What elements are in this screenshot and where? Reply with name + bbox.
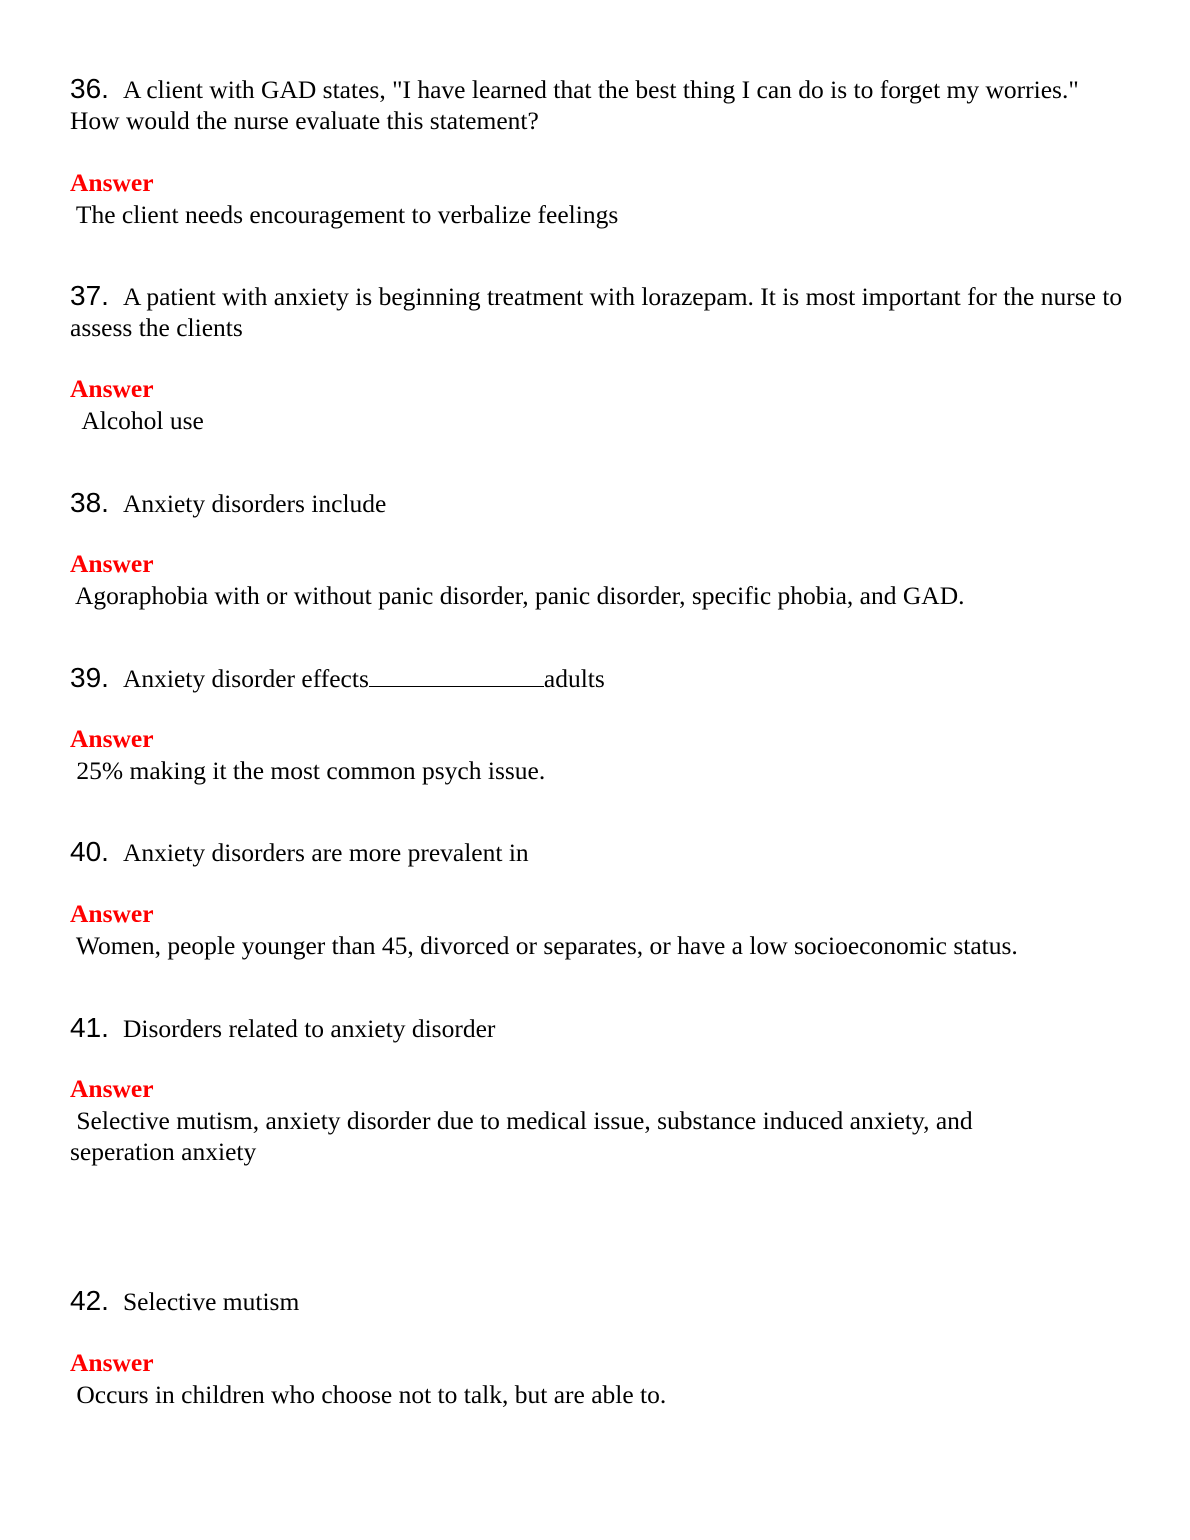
answer-text: Women, people younger than 45, divorced or separates, or have a low socioeconomic status. (70, 931, 1018, 960)
question-number: 42. (70, 1285, 109, 1316)
question-text (70, 836, 1130, 868)
question-number: 36. (70, 73, 109, 104)
answer-text: Alcohol use (70, 406, 204, 435)
answer-label: Answer (70, 899, 154, 928)
question-prompt: Selective mutism (122, 1287, 300, 1316)
answer-label: Answer (70, 168, 154, 197)
fill-in-blank (369, 664, 544, 687)
answer-text: Selective mutism, anxiety disorder due to medical issue, substance induced anxiety, and seperation anxiety (70, 1106, 980, 1166)
question-text (70, 1012, 1130, 1044)
answer-text: 25% making it the most common psych issue. (70, 756, 546, 785)
question-prompt-end: adults (543, 664, 605, 693)
question-prompt: Disorders related to anxiety disorder (122, 1014, 496, 1043)
question-number: 41. (70, 1012, 109, 1043)
question-number: 37. (70, 280, 109, 311)
question-text (70, 73, 1130, 136)
question-number: 40. (70, 836, 109, 867)
answer-text: Agoraphobia with or without panic disorder, panic disorder, specific phobia, and GAD. (70, 581, 965, 610)
answer-text: Occurs in children who choose not to talk, but are able to. (70, 1380, 667, 1409)
question-prompt: A client with GAD states, "I have learned that the best thing I can do is to forget my worries." How would the nurse evaluate this statement? (70, 75, 1079, 135)
question-text (70, 1285, 1130, 1317)
question-text (70, 487, 1130, 519)
answer-text: The client needs encouragement to verbalize feelings (70, 200, 619, 229)
answer-label: Answer (70, 374, 154, 403)
question-text (70, 280, 1130, 343)
question-prompt: A patient with anxiety is beginning treatment with lorazepam. It is most important for the nurse to assess the clients (70, 282, 1123, 342)
question-prompt: Anxiety disorder effects (122, 664, 369, 693)
question-text (70, 662, 1130, 694)
answer-label: Answer (70, 1074, 154, 1103)
question-prompt: Anxiety disorders are more prevalent in (122, 838, 529, 867)
question-number: 38. (70, 487, 109, 518)
question-number: 39. (70, 662, 109, 693)
answer-label: Answer (70, 1348, 154, 1377)
answer-label: Answer (70, 724, 154, 753)
question-prompt: Anxiety disorders include (122, 489, 387, 518)
answer-label: Answer (70, 549, 154, 578)
